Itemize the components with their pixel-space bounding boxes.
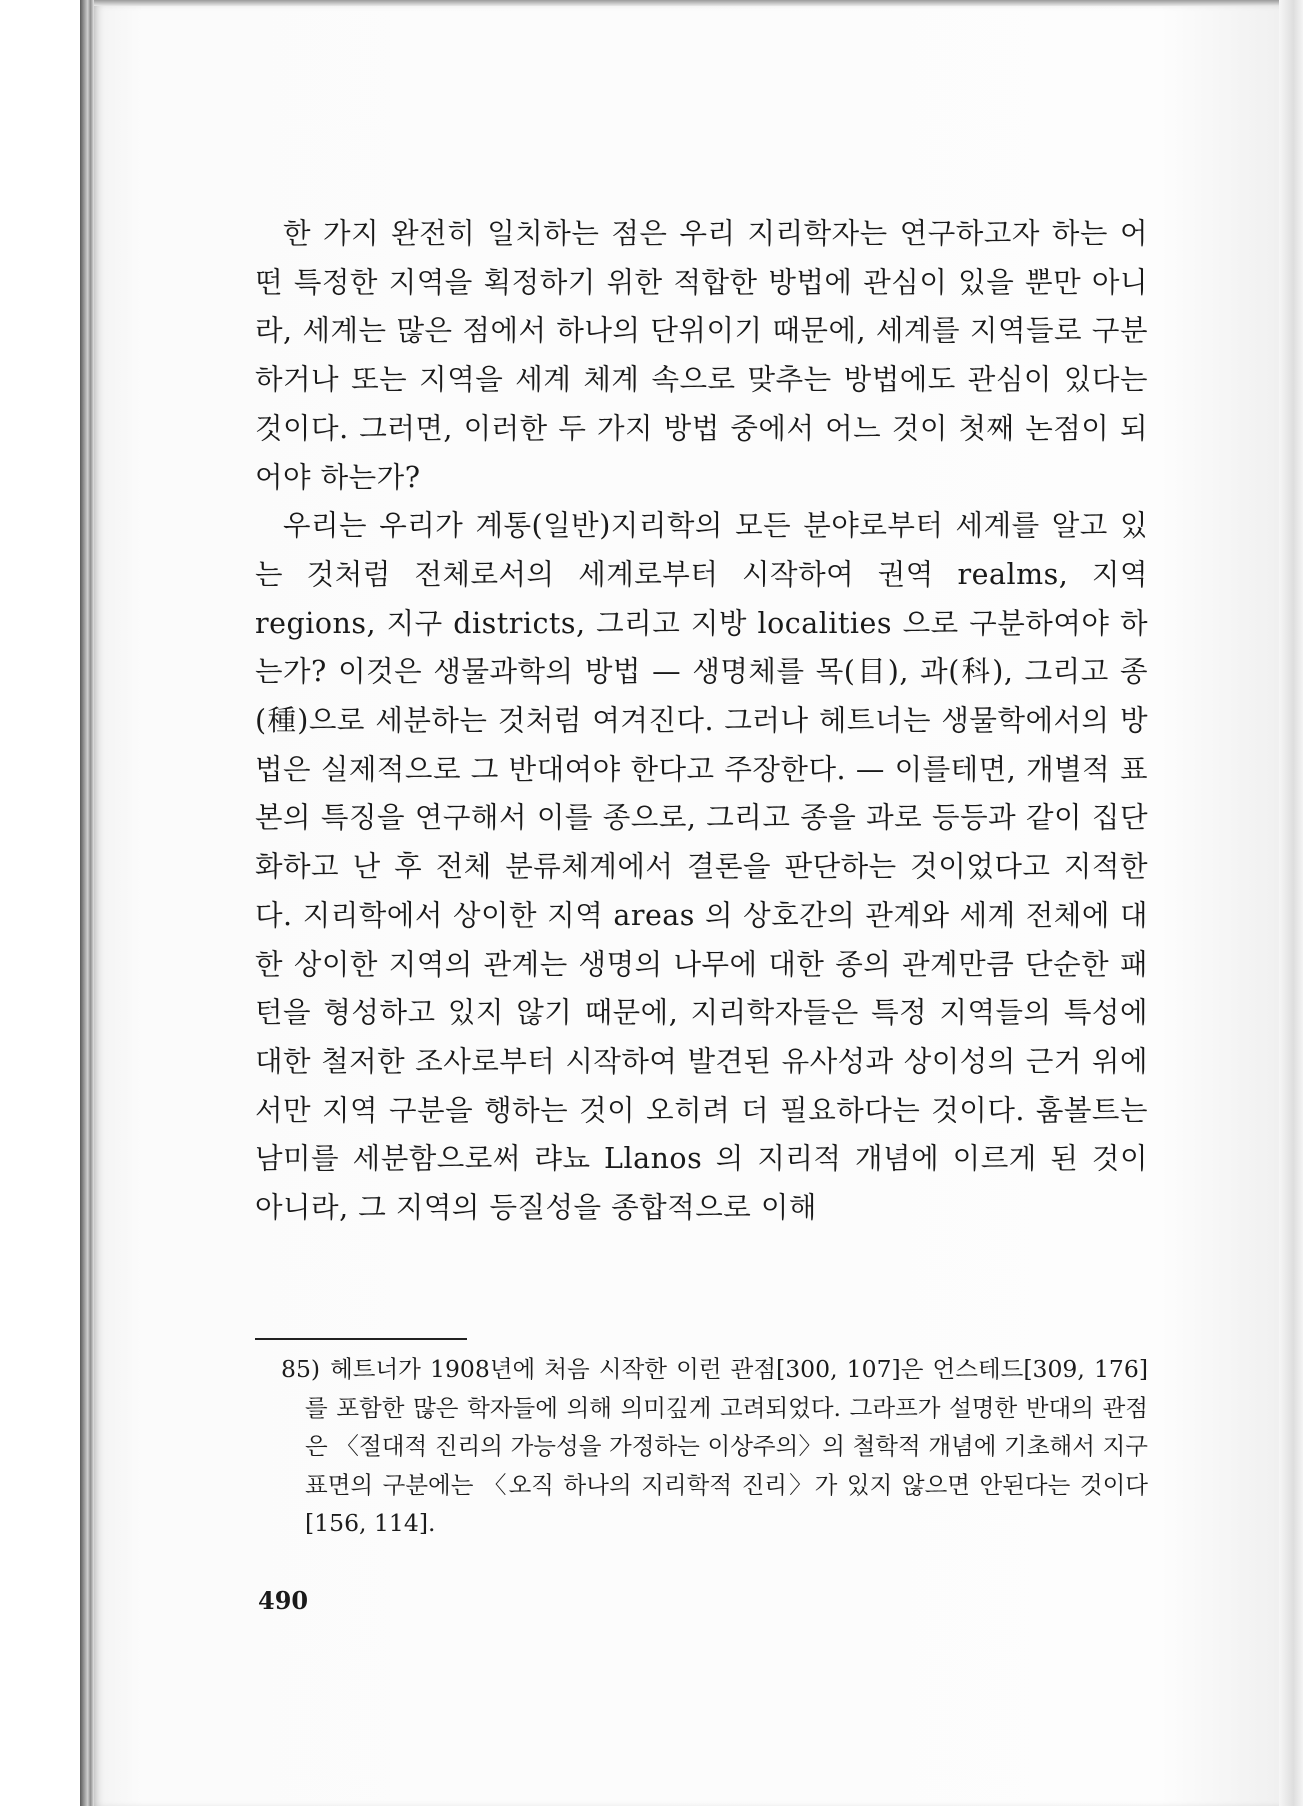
footnote-divider: [255, 1338, 467, 1340]
footnote-paragraph: [255, 1350, 1148, 1543]
page-right-shadow: [1279, 0, 1303, 1806]
footnote-85: [255, 1350, 1148, 1543]
main-text-block: [255, 210, 1148, 1233]
footnote-text: 헤트너가 1908년에 처음 시작한 이런 관점[300, 107]은 언스테드[309, 176]를 포함한 많은 학자들에 의해 의미깊게 고려되었다. 그라프가 설명한 반대의 관점은 〈절대적 진리의 가능성을 가정하는 이상주의〉의 철학적 개념에 기초해서 지구표면의 구분에는 〈오직 하나의 지리학적 진리〉가 있지 않으면 안된다는 것이다[156, 114].: [305, 1355, 1148, 1537]
paragraph-2: 우리는 우리가 계통(일반)지리학의 모든 분야로부터 세계를 알고 있는 것처럼 전체로서의 세계로부터 시작하여 권역 realms, 지역 regions, 지구 districts, 그리고 지방 localities 으로 구분하여야 하는가? 이것은 생물과학의 방법 — 생명체를 목(目), 과(科), 그리고 종(種)으로 세분하는 것처럼 여겨진다. 그러나 헤트너는 생물학에서의 방법은 실제적으로 그 반대여야 한다고 주장한다. — 이를테면, 개별적 표본의 특징을 연구해서 이를 종으로, 그리고 종을 과로 등등과 같이 집단화하고 난 후 전체 분류체계에서 결론을 판단하는 것이었다고 지적한다. 지리학에서 상이한 지역 areas 의 상호간의 관계와 세계 전체에 대한 상이한 지역의 관계는 생명의 나무에 대한 종의 관계만큼 단순한 패턴을 형성하고 있지 않기 때문에, 지리학자들은 특정 지역들의 특성에 대한 철저한 조사로부터 시작하여 발견된 유사성과 상이성의 근거 위에서만 지역 구분을 행하는 것이 오히려 더 필요하다는 것이다. 훔볼트는 남미를 세분함으로써 랴뇨 Llanos 의 지리적 개념에 이르게 된 것이 아니라, 그 지역의 등질성을 종합적으로 이해: [255, 509, 1148, 1225]
paragraph-1: 한 가지 완전히 일치하는 점은 우리 지리학자는 연구하고자 하는 어떤 특정한 지역을 획정하기 위한 적합한 방법에 관심이 있을 뿐만 아니라, 세계는 많은 점에서 하나의 단위이기 때문에, 세계를 지역들로 구분하거나 또는 지역을 세계 체계 속으로 맞추는 방법에도 관심이 있다는 것이다. 그러면, 이러한 두 가지 방법 중에서 어느 것이 첫째 논점이 되어야 하는가?: [255, 217, 1148, 494]
page-number: 490: [258, 1586, 309, 1615]
stacked-page-edges: [80, 0, 94, 1806]
footnote-number: 85): [281, 1355, 321, 1383]
